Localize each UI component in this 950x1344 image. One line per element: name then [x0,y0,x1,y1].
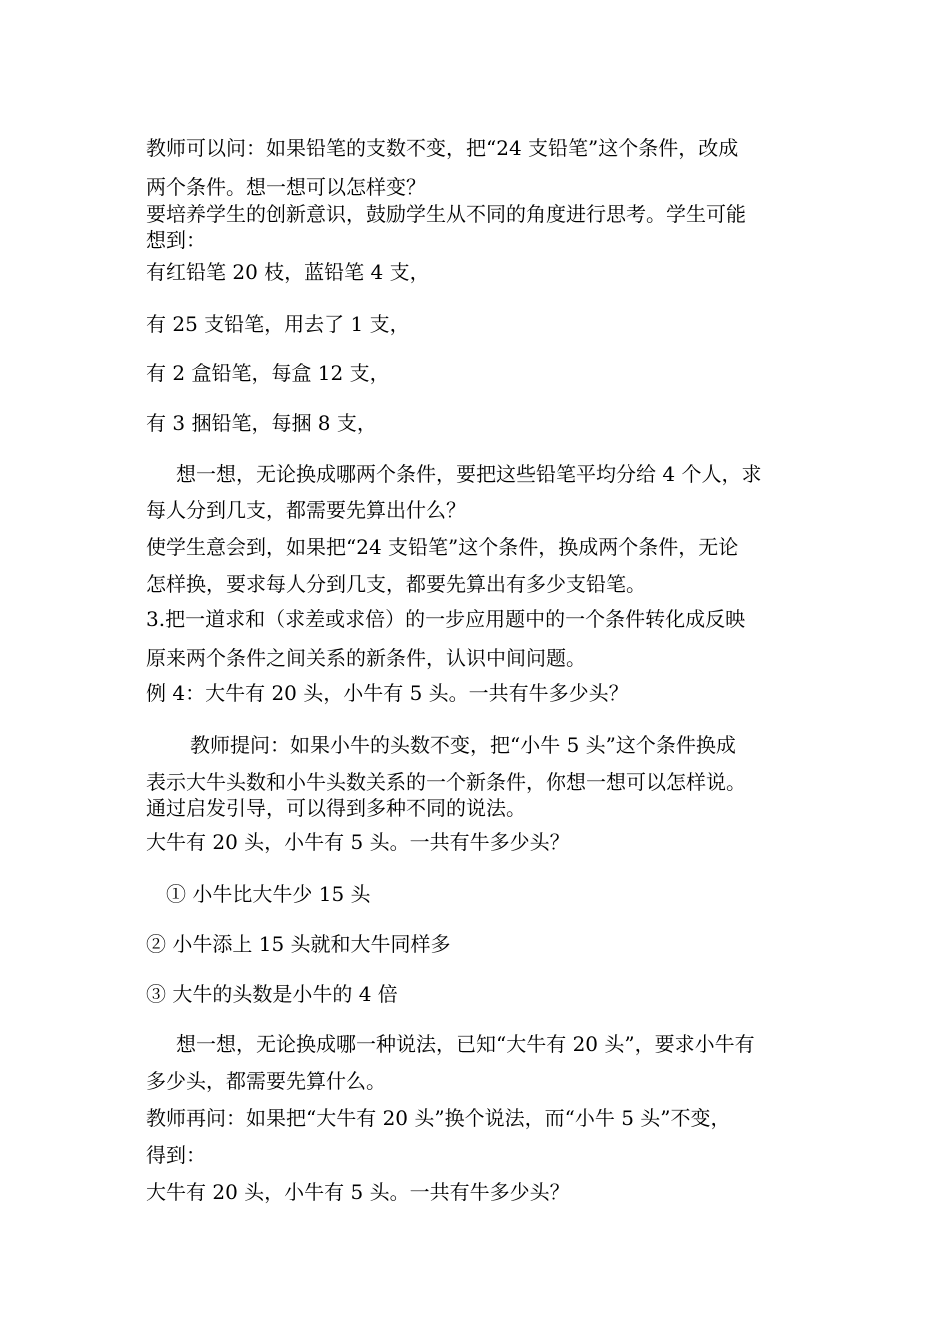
list-item: ③ 大牛的头数是小牛的 4 倍 [146,982,398,1006]
text-line: 两个条件。想一想可以怎样变？ [146,175,426,199]
text-line: 通过启发引导，可以得到多种不同的说法。 [146,796,526,820]
text-line: 教师可以问：如果铅笔的支数不变，把“24 支铅笔”这个条件，改成 [146,136,739,160]
text-line: 想一想，无论换成哪一种说法，已知“大牛有 20 头”，要求小牛有 [176,1032,755,1056]
text-line: 表示大牛头数和小牛头数关系的一个新条件，你想一想可以怎样说。 [146,770,746,794]
list-item: ② 小牛添上 15 头就和大牛同样多 [146,932,451,956]
text-line: 想一想，无论换成哪两个条件，要把这些铅笔平均分给 4 个人，求 [176,462,762,486]
text-line: 想到： [146,228,206,252]
text-line: 教师提问：如果小牛的头数不变，把“小牛 5 头”这个条件换成 [190,733,736,757]
text-line: 例 4：大牛有 20 头，小牛有 5 头。一共有牛多少头？ [146,681,629,705]
text-line: 大牛有 20 头，小牛有 5 头。一共有牛多少头？ [146,830,570,854]
text-line: 使学生意会到，如果把“24 支铅笔”这个条件，换成两个条件，无论 [146,535,739,559]
text-line: 每人分到几支，都需要先算出什么？ [146,498,466,522]
text-line: 有 3 捆铅笔，每捆 8 支， [146,411,377,435]
list-item: ① 小牛比大牛少 15 头 [166,882,371,906]
text-line: 得到： [146,1143,206,1167]
text-line: 大牛有 20 头，小牛有 5 头。一共有牛多少头？ [146,1180,570,1204]
text-line: 要培养学生的创新意识，鼓励学生从不同的角度进行思考。学生可能 [146,202,746,226]
text-line: 3.把一道求和（求差或求倍）的一步应用题中的一个条件转化成反映 [146,607,746,631]
text-line: 有 25 支铅笔，用去了 1 支， [146,312,410,336]
text-line: 有红铅笔 20 枝，蓝铅笔 4 支， [146,260,430,284]
text-line: 多少头，都需要先算什么。 [146,1069,386,1093]
text-line: 有 2 盒铅笔，每盒 12 支， [146,361,390,385]
text-line: 教师再问：如果把“大牛有 20 头”换个说法，而“小牛 5 头”不变， [146,1106,731,1130]
text-line: 原来两个条件之间关系的新条件，认识中间问题。 [146,646,586,670]
text-line: 怎样换，要求每人分到几支，都要先算出有多少支铅笔。 [146,572,646,596]
